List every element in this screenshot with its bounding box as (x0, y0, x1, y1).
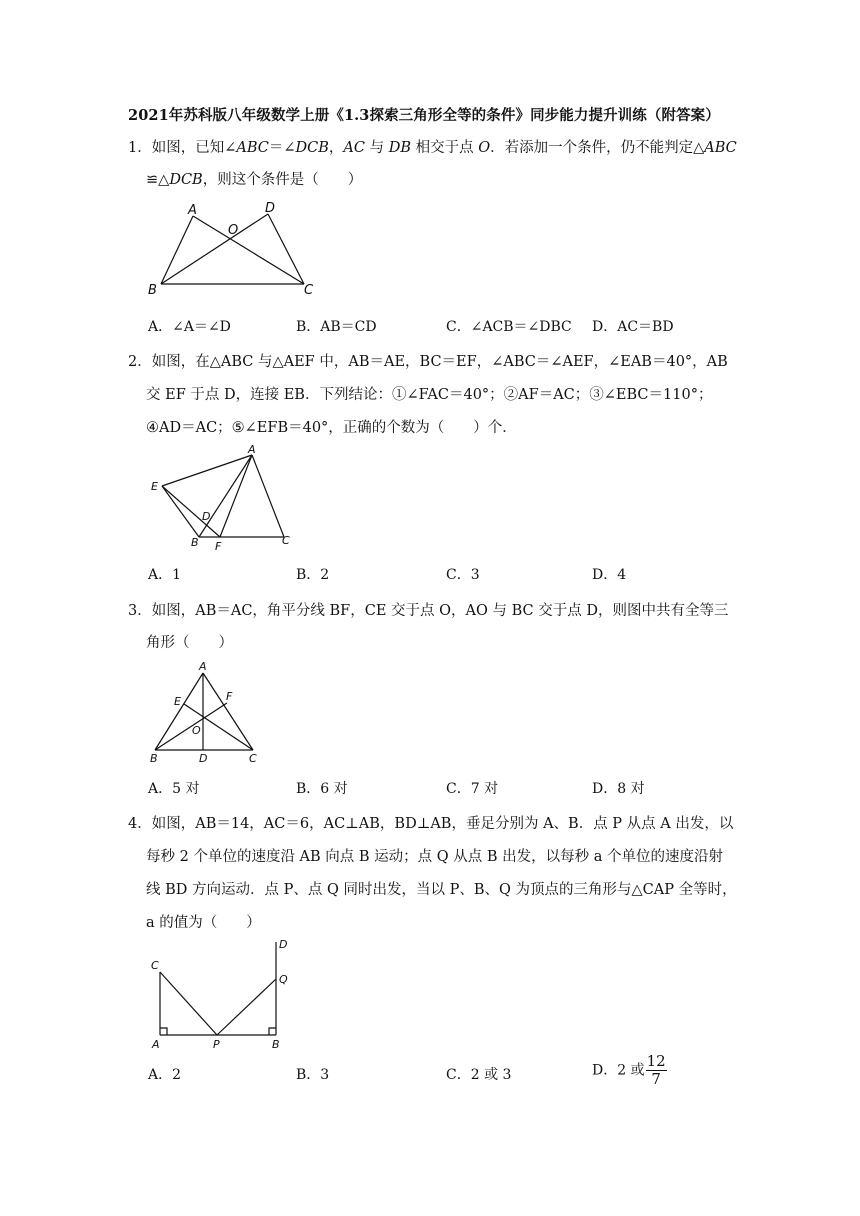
q3-option-a: A．5 对 (148, 781, 200, 797)
q3-option-b: B．6 对 (296, 781, 348, 797)
q1-figure (140, 196, 330, 300)
q1-option-c: C．∠ACB＝∠DBC (446, 319, 572, 335)
q2-line-2: 交 EF 于点 D，连接 EB．下列结论：①∠FAC＝40°；②AF＝AC；③∠EBC＝110°； (146, 387, 713, 403)
q3-label-B: B (150, 752, 158, 765)
q4-label-A: A (152, 1038, 160, 1051)
q3-option-c: C．7 对 (446, 781, 499, 797)
q4-line-3: 线 BD 方向运动．点 P、点 Q 同时出发，当以 P、B、Q 为顶点的三角形与△CAP 全等时， (146, 882, 737, 898)
q3-label-E: E (174, 695, 181, 708)
q3-label-A: A (199, 660, 207, 673)
q1-label-D: D (265, 201, 276, 216)
fraction-denominator: 7 (651, 1070, 661, 1088)
q3-label-F: F (226, 690, 233, 703)
q4-line-2: 每秒 2 个单位的速度沿 AB 向点 B 运动；点 Q 从点 B 出发，以每秒 a 个单位的速度沿射 (146, 849, 724, 865)
q2-label-C: C (282, 534, 290, 547)
q2-label-D: D (202, 510, 211, 523)
fraction (646, 1054, 667, 1087)
q4-line-1: 4．如图，AB＝14，AC＝6，AC⊥AB，BD⊥AB，垂足分别为 A、B．点 P 从点 A 出发，以 (128, 816, 734, 832)
q3-figure (142, 658, 272, 770)
q1-label-O: O (228, 223, 239, 238)
q4-option-a: A．2 (148, 1067, 182, 1083)
q3-option-d: D．8 对 (592, 781, 645, 797)
q2-option-d: D．4 (592, 567, 627, 583)
q2-line-3: ④AD＝AC；⑤∠EFB＝40°，正确的个数为（ ）个． (146, 420, 517, 436)
q3-line-2: 角形（ ） (146, 635, 233, 651)
q1-line-2: ≌△DCB，则这个条件是（ ） (146, 172, 363, 188)
q4-label-C: C (151, 959, 159, 972)
q2-figure (144, 440, 304, 556)
q2-option-c: C．3 (446, 567, 480, 583)
q4-label-P: P (213, 1038, 220, 1051)
q1-line-1: 1．如图，已知∠ABC＝∠DCB，AC 与 DB 相交于点 O．若添加一个条件，仍不能判定△ABC (128, 140, 737, 156)
q4-option-d (592, 1054, 667, 1087)
q2-line-1: 2．如图，在△ABC 与△AEF 中，AB＝AE，BC＝EF，∠ABC＝∠AEF，∠EAB＝40°，AB (128, 354, 728, 370)
q1-label-B: B (148, 283, 157, 298)
q2-label-E: E (151, 480, 158, 493)
q4-figure (142, 936, 302, 1056)
q2-label-A: A (248, 443, 256, 456)
q4-label-Q: Q (279, 973, 288, 986)
q4-label-B: B (272, 1038, 280, 1051)
q4-label-D: D (279, 938, 288, 951)
page-title: 2021年苏科版八年级数学上册《1.3探索三角形全等的条件》同步能力提升训练（附答案） (128, 107, 720, 124)
q1-option-d: D．AC＝BD (592, 319, 674, 335)
q4-option-c: C．2 或 3 (446, 1067, 512, 1083)
q4-option-d-label: D．2 或 (592, 1062, 645, 1079)
q1-option-a: A．∠A＝∠D (148, 319, 231, 335)
q1-option-b: B．AB＝CD (296, 319, 377, 335)
q2-option-b: B．2 (296, 567, 330, 583)
q4-option-b: B．3 (296, 1067, 330, 1083)
q3-label-C: C (249, 752, 257, 765)
q1-label-C: C (304, 283, 314, 298)
q3-line-1: 3．如图，AB＝AC，角平分线 BF，CE 交于点 O，AO 与 BC 交于点 D，则图中共有全等三 (128, 603, 729, 619)
q2-label-F: F (215, 540, 222, 553)
q1-label-A: A (188, 203, 197, 218)
q2-label-B: B (191, 536, 199, 549)
q4-line-4: a 的值为（ ） (146, 915, 261, 931)
q2-option-a: A．1 (148, 567, 182, 583)
q3-label-D: D (199, 752, 208, 765)
q3-label-O: O (192, 724, 201, 737)
fraction-numerator: 12 (646, 1052, 666, 1070)
